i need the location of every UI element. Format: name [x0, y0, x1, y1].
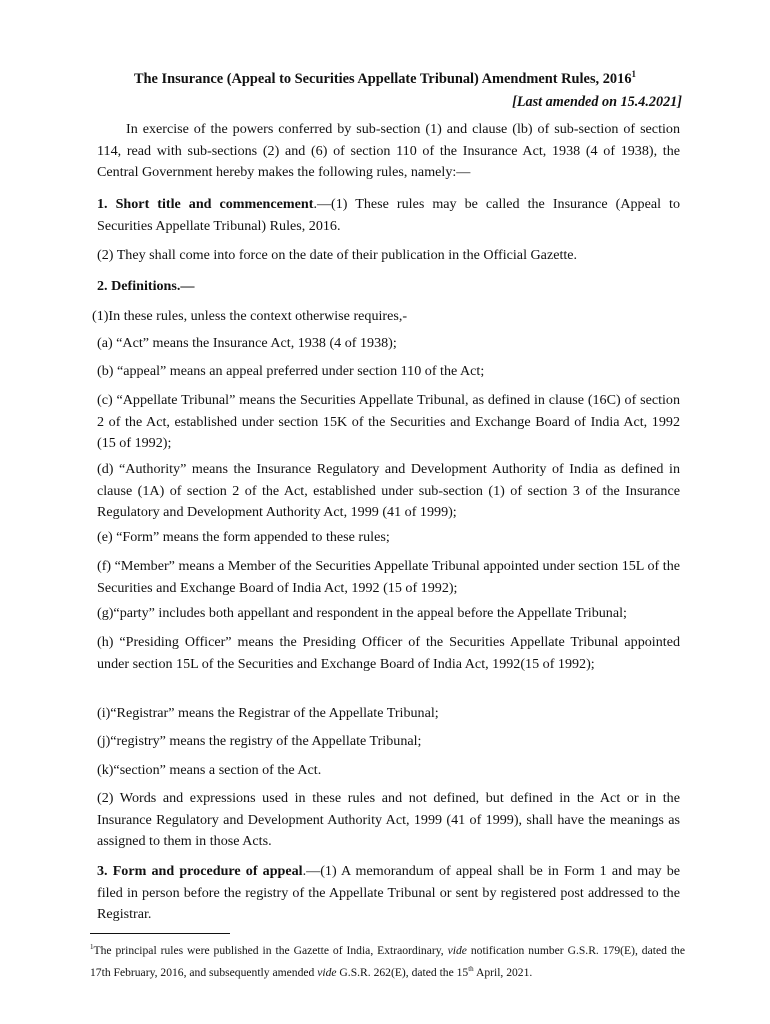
- footnote-vide-1: vide: [447, 943, 467, 957]
- definition-f-block: [97, 556, 680, 599]
- rule-1-text2: (2) They shall come into force on the date of their publication in the Official Gazette.: [97, 247, 578, 263]
- definition-item: (g)“party” includes both appellant and respondent in the appeal before the Appellate Tribunal;: [97, 605, 627, 621]
- rule-2: [92, 276, 680, 327]
- definition-b-block: [97, 361, 680, 383]
- rule-1-heading: 1. Short title and commencement: [97, 196, 314, 212]
- definition-c-block: [97, 390, 680, 455]
- title-text: The Insurance (Appeal to Securities Appellate Tribunal) Amendment Rules, 2016: [133, 70, 632, 87]
- definition-item: (i)“Registrar” means the Registrar of the Appellate Tribunal;: [97, 705, 439, 721]
- footnote: [90, 938, 685, 982]
- definition-item: (j)“registry” means the registry of the Appellate Tribunal;: [97, 733, 422, 749]
- footnote-text-2: notification number G.S.R. 179(E), dated the 17th February, 2016, and subsequently amended: [90, 943, 685, 979]
- definition-d-block: [97, 459, 680, 524]
- definition-item: (h) “Presiding Officer” means the Presiding Officer of the Securities Appellate Tribunal appointed under section 15L of the Securities and Exchange Board of India Act, 1992(15 of 1992);: [97, 634, 680, 672]
- rule-2-intro: (1)In these rules, unless the context otherwise requires,-: [92, 307, 408, 324]
- rule-1-body: .—(1) These rules may be called the Insurance (Appeal to Securities Appellate Tribunal) Rules, 2016.: [97, 196, 681, 234]
- footnote-text-3: G.S.R. 262(E), dated the 15: [336, 965, 469, 979]
- definition-h-block: [97, 632, 680, 675]
- document-title: [80, 64, 690, 89]
- title-footnote-ref: 1: [631, 69, 637, 79]
- definition-i-block: [97, 703, 680, 725]
- definition-item: (c) “Appellate Tribunal” means the Securities Appellate Tribunal, as defined in clause (16C) of section 2 of the Act, established under section 15K of the Securities and Exchange Board of India Act, 1992 (15 of 1992);: [97, 392, 680, 451]
- preamble-block: [97, 119, 680, 184]
- definition-item: (d) “Authority” means the Insurance Regulatory and Development Authority of India as defined in clause (1A) of section 2 of the Act, established under sub-section (1) of section 3 of the Insurance Regulatory and Development Authority Act, 1999 (41 of 1999);: [97, 461, 680, 520]
- footnote-marker: 1: [90, 943, 94, 951]
- rule-1: [97, 194, 680, 267]
- footnote-text-1: The principal rules were published in the Gazette of India, Extraordinary,: [93, 943, 448, 957]
- definition-item: (a) “Act” means the Insurance Act, 1938 (4 of 1938);: [97, 335, 397, 351]
- rule-2-sub-2: (2) Words and expressions used in these rules and not defined, but defined in the Act or in the Insurance Regulatory and Development Authority Act, 1999 (41 of 1999), shall have the meanings as assigned to them in those Acts.: [97, 790, 680, 849]
- definition-item: (e) “Form” means the form appended to these rules;: [97, 529, 390, 545]
- definition-item: (k)“section” means a section of the Act.: [97, 762, 322, 778]
- preamble: In exercise of the powers conferred by sub-section (1) and clause (lb) of sub-section of section 114, read with sub-sections (2) and (6) of section 110 of the Insurance Act, 1938 (4 of 1938), the Central Government hereby makes the following rules, namely:—: [97, 121, 680, 180]
- footnote-vide-2: vide: [317, 965, 337, 979]
- definition-j-block: [97, 731, 680, 753]
- definition-g-block: [97, 603, 680, 625]
- definition-e-block: [97, 527, 680, 549]
- rule-1-text1: [97, 194, 680, 237]
- footnote-ordinal: th: [468, 964, 474, 973]
- rule-3-heading: 3. Form and procedure of appeal: [97, 863, 303, 879]
- rule-3-body: .—(1) A memorandum of appeal shall be in Form 1 and may be filed in person before the registry of the Appellate Tribunal or sent by registered post addressed to the Registrar.: [97, 863, 681, 922]
- rule-3-text: [97, 861, 680, 926]
- footnote-text-4: April, 2021.: [473, 965, 533, 979]
- definition-item: (f) “Member” means a Member of the Securities Appellate Tribunal appointed under section 15L of the Securities and Exchange Board of India Act, 1992 (15 of 1992);: [97, 558, 680, 596]
- rule-3: [97, 861, 680, 926]
- definition-item: (b) “appeal” means an appeal preferred under section 110 of the Act;: [97, 363, 485, 379]
- definition-k-block: [97, 760, 680, 782]
- footnote-separator: [90, 933, 230, 934]
- rule-2-sub-2-block: [97, 788, 680, 853]
- last-amended-note: [Last amended on 15.4.2021]: [512, 94, 682, 110]
- rule-2-heading: 2. Definitions.—: [97, 278, 195, 294]
- definition-a-block: [97, 333, 680, 355]
